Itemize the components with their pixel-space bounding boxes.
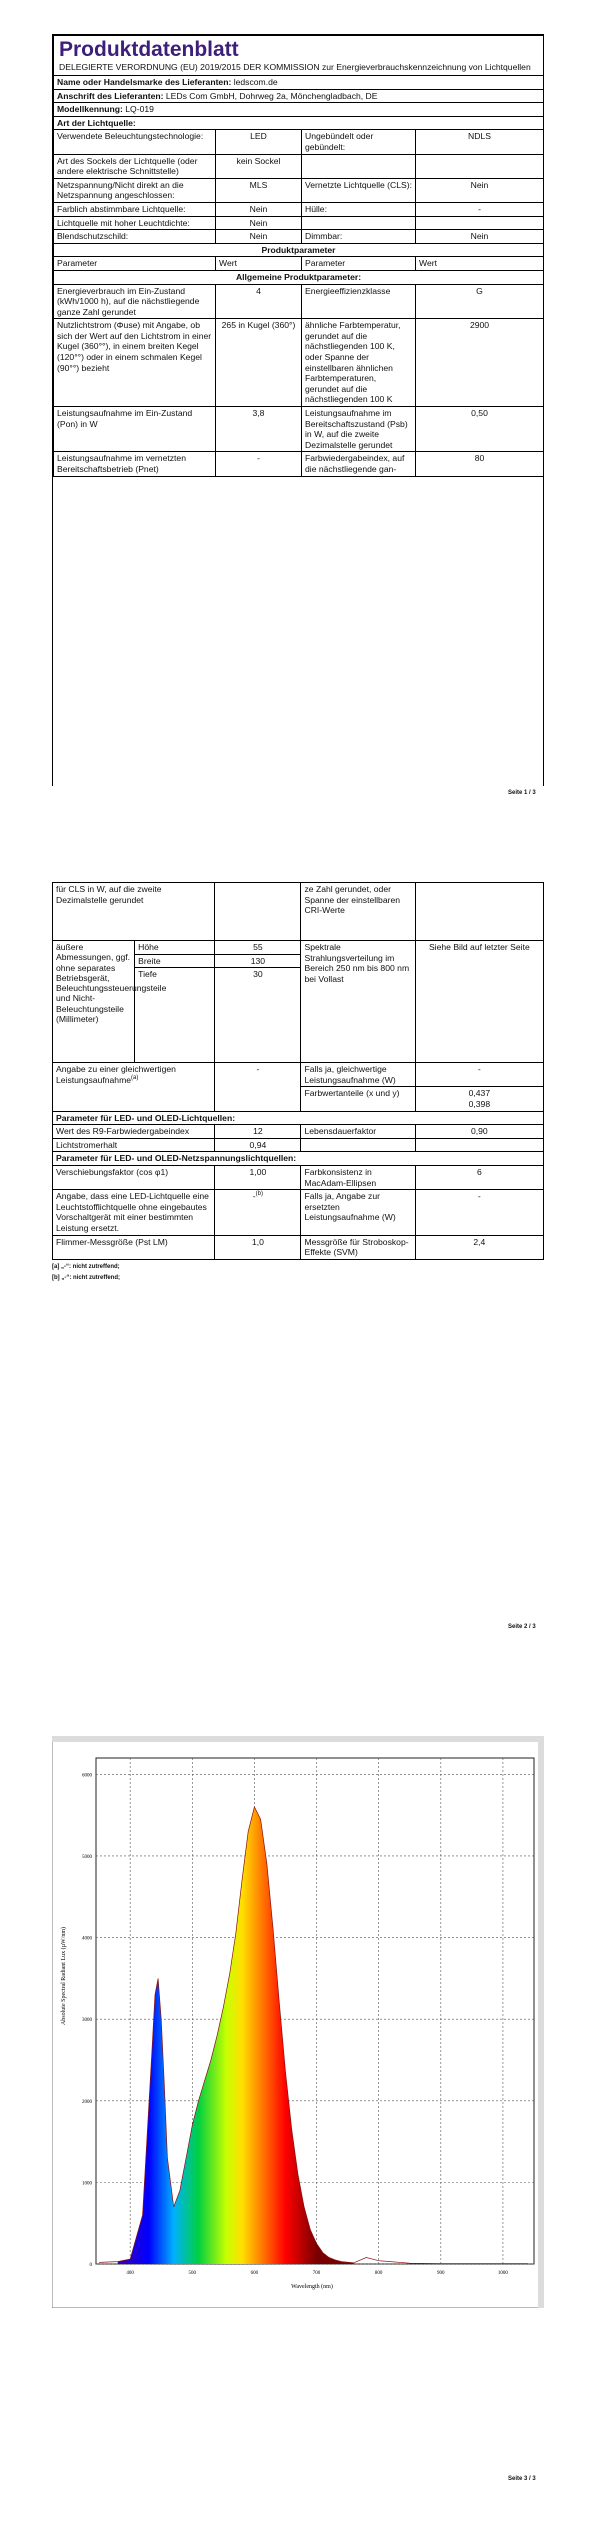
dim-height-value: 55 — [215, 941, 301, 955]
row-value — [416, 216, 544, 230]
y-tick-label: 4000 — [82, 1936, 92, 1942]
col-header-value: Wert — [216, 257, 302, 271]
row-label: Energieverbrauch im Ein-Zustand (kWh/1000 h), auf die nächstliegende ganze Zahl gerundet — [54, 284, 216, 319]
chromaticity-label: Farbwertanteile (x und y) — [301, 1087, 415, 1111]
y-tick-label: 3000 — [82, 2018, 92, 2024]
row-value — [415, 1138, 543, 1152]
row-label: Farblich abstimmbare Lichtquelle: — [54, 202, 216, 216]
row-value: 80 — [416, 452, 544, 476]
product-parameters-heading: Produktparameter — [54, 243, 544, 257]
row-value: 12 — [215, 1125, 301, 1139]
row-value: Nein — [216, 202, 302, 216]
datasheet-table-page-1 — [52, 34, 544, 786]
row-value: G — [416, 284, 544, 319]
footnote-ref-a: (a) — [131, 1074, 139, 1081]
page-number: Seite 3 / 3 — [508, 2476, 536, 2482]
row-label: Verwendete Beleuchtungstechnologie: — [54, 130, 216, 154]
mains-parameters-heading: Parameter für LED- und OLED-Netzspannungslichtquellen: — [53, 1152, 544, 1166]
chromaticity-x: 0,437 — [468, 1088, 491, 1099]
x-axis-label: Wavelength (nm) — [291, 2284, 333, 2290]
row-label: Blendschutzschild: — [54, 230, 216, 244]
led-parameters-heading: Parameter für LED- und OLED-Lichtquellen: — [53, 1111, 544, 1125]
y-tick-label: 6000 — [82, 1773, 92, 1779]
dim-depth-value: 30 — [215, 968, 301, 1063]
dim-height-label: Höhe — [135, 941, 215, 955]
row-value: 0,90 — [415, 1125, 543, 1139]
y-tick-label: 1000 — [82, 2181, 92, 2187]
type-row — [54, 230, 544, 244]
x-tick-label: 700 — [312, 2271, 321, 2276]
equivalent-power-r-value: - — [415, 1063, 543, 1087]
row-value: - — [415, 1190, 543, 1235]
row-value: 2,4 — [415, 1235, 543, 1259]
row-label: Art des Sockels der Lichtquelle (oder andere elektrische Schnittstelle) — [54, 154, 216, 178]
row-label: Messgröße für Stroboskop-Effekte (SVM) — [301, 1235, 415, 1259]
spectral-label: Spektrale Strahlungsverteilung im Bereich 250 nm bis 800 nm bei Vollast — [301, 941, 415, 1063]
row-value: Nein — [216, 230, 302, 244]
y-tick-label: 0 — [89, 2263, 92, 2268]
type-row — [54, 178, 544, 202]
footnote-a: [a] „-“: nicht zutreffend; — [52, 1263, 120, 1270]
row-value: 6 — [415, 1165, 543, 1189]
page-title: Produktdatenblatt — [59, 38, 239, 61]
row-value: Nein — [216, 216, 302, 230]
row-label: Lichtquelle mit hoher Leuchtdichte: — [54, 216, 216, 230]
dim-width-value: 130 — [215, 954, 301, 968]
y-tick-label: 5000 — [82, 1854, 92, 1860]
param-row — [54, 319, 544, 407]
row-value: kein Sockel — [216, 154, 302, 178]
type-row — [54, 130, 544, 154]
dim-depth-label: Tiefe — [135, 968, 215, 1063]
regulation-subtitle: DELEGIERTE VERORDNUNG (EU) 2019/2015 DER KOMMISSION zur Energieverbrauchskennzeichnung von Lichtquellen — [59, 62, 531, 72]
x-tick-label: 1000 — [497, 2271, 508, 2276]
continued-left: für CLS in W, auf die zweite Dezimalstelle gerundet — [53, 883, 215, 941]
row-value: NDLS — [416, 130, 544, 154]
footnote-ref-b: (b) — [255, 1191, 263, 1198]
type-row — [54, 216, 544, 230]
x-tick-label: 400 — [126, 2271, 134, 2276]
row-label — [302, 216, 416, 230]
row-label: ähnliche Farbtemperatur, gerundet auf die nächstliegenden 100 K, oder Spanne der einstellbaren ähnlichen Farbtemperaturen, gerundet auf die nächstliegenden 100 K — [302, 319, 416, 407]
row-label: Farbkonsistenz in MacAdam-Ellipsen — [301, 1165, 415, 1189]
col-header-value: Wert — [416, 257, 544, 271]
footnote-b: [b] „-“: nicht zutreffend; — [52, 1274, 120, 1281]
spectral-distribution-chart — [52, 1736, 544, 2308]
row-label: Leistungsaufnahme im Ein-Zustand (Pon) in W — [54, 407, 216, 452]
row-value — [416, 154, 544, 178]
general-parameters-heading: Allgemeine Produktparameter: — [54, 270, 544, 284]
row-value: LED — [216, 130, 302, 154]
supplier-address-value: LEDs Com GmbH, Dohrweg 2a, Mönchengladbach, DE — [165, 90, 378, 101]
row-label: Flimmer-Messgröße (Pst LM) — [53, 1235, 215, 1259]
param-row — [54, 284, 544, 319]
row-label: Lebensdauerfaktor — [301, 1125, 415, 1139]
row-value: Nein — [416, 230, 544, 244]
row-label: Leistungsaufnahme im Bereitschaftszustand (Psb) in W, auf die zweite Dezimalstelle gerundet — [302, 407, 416, 452]
param-row — [54, 452, 544, 476]
supplier-address-label: Anschrift des Lieferanten: — [57, 90, 164, 101]
row-label: Leistungsaufnahme im vernetzten Bereitschaftsbetrieb (Pnet) — [54, 452, 216, 476]
x-tick-label: 800 — [374, 2271, 383, 2276]
row-label: Lichtstromerhalt — [53, 1138, 215, 1152]
row-label: Falls ja, Angabe zur ersetzten Leistungsaufnahme (W) — [301, 1190, 415, 1235]
row-value: 0,94 — [215, 1138, 301, 1152]
y-tick-label: 2000 — [82, 2099, 92, 2105]
row-label: Dimmbar: — [302, 230, 416, 244]
row-value: 2900 — [416, 319, 544, 407]
spectral-value: Siehe Bild auf letzter Seite — [415, 941, 543, 1063]
row-value: 3,8 — [216, 407, 302, 452]
row-label: Nutzlichtstrom (Φuse) mit Angabe, ob sich der Wert auf den Lichtstrom in einer Kugel (360°°), in einem breiten Kegel (120°°) oder in einem schmalen Kegel (90°°) bezieht — [54, 319, 216, 407]
continued-right: ze Zahl gerundet, oder Spanne der einstellbaren CRI-Werte — [301, 883, 415, 941]
row-label: Vernetzte Lichtquelle (CLS): — [302, 178, 416, 202]
x-tick-label: 600 — [250, 2271, 259, 2276]
equivalent-power-r-label: Falls ja, gleichwertige Leistungsaufnahme (W) — [301, 1063, 415, 1087]
supplier-name-value: ledscom.de — [233, 77, 278, 87]
type-row — [54, 202, 544, 216]
datasheet-table-page-2 — [52, 882, 544, 1284]
row-label: Energieeffizienzklasse — [302, 284, 416, 319]
dimensions-label: äußere Abmessungen, ggf. ohne separates Betriebsgerät, Beleuchtungssteuerungsteile und Nicht-Beleuchtungsteile (Millimeter) — [53, 941, 135, 1063]
row-label: Farbwiedergabeindex, auf die nächstliegende gan- — [302, 452, 416, 476]
row-value: 1,0 — [215, 1235, 301, 1259]
row-value: - — [252, 1191, 256, 1202]
row-label — [302, 154, 416, 178]
row-label: Ungebündelt oder gebündelt: — [302, 130, 416, 154]
page-number: Seite 1 / 3 — [508, 790, 536, 796]
x-tick-label: 900 — [437, 2271, 445, 2276]
row-label: Angabe, dass eine LED-Lichtquelle eine Leuchtstofflichtquelle ohne eingebautes Vorschaltgerät mit einer bestimmten Leistung ersetzt. — [53, 1190, 215, 1235]
row-value: 1,00 — [215, 1165, 301, 1189]
col-header-parameter: Parameter — [54, 257, 216, 271]
x-tick-label: 500 — [188, 2271, 197, 2276]
row-value: - — [416, 202, 544, 216]
row-label: Hülle: — [302, 202, 416, 216]
light-source-type-heading: Art der Lichtquelle: — [54, 116, 544, 130]
supplier-name-label: Name oder Handelsmarke des Lieferanten: — [57, 77, 232, 87]
row-value: Nein — [416, 178, 544, 202]
model-label: Modellkennung: — [57, 104, 123, 115]
equivalent-power-value: - — [215, 1063, 301, 1111]
dim-width-label: Breite — [135, 954, 215, 968]
row-value: 4 — [216, 284, 302, 319]
equivalent-power-label: Angabe zu einer gleichwertigen Leistungsaufnahme — [56, 1064, 176, 1085]
row-label: Wert des R9-Farbwiedergabeindex — [53, 1125, 215, 1139]
page-number: Seite 2 / 3 — [508, 1624, 536, 1630]
model-value: LQ-019 — [125, 104, 154, 115]
row-value: 265 in Kugel (360°) — [216, 319, 302, 407]
row-value: 0,50 — [416, 407, 544, 452]
param-row — [54, 407, 544, 452]
row-value: MLS — [216, 178, 302, 202]
y-axis-label: Absolute Spectral Radiant Lux (µW/nm) — [61, 1926, 67, 2026]
chromaticity-y: 0,398 — [468, 1098, 491, 1109]
type-row — [54, 154, 544, 178]
row-label: Netzspannung/Nicht direkt an die Netzspannung angeschlossen: — [54, 178, 216, 202]
row-label: Verschiebungsfaktor (cos φ1) — [53, 1165, 215, 1189]
row-label — [301, 1138, 415, 1152]
row-value: - — [216, 452, 302, 476]
col-header-parameter: Parameter — [302, 257, 416, 271]
